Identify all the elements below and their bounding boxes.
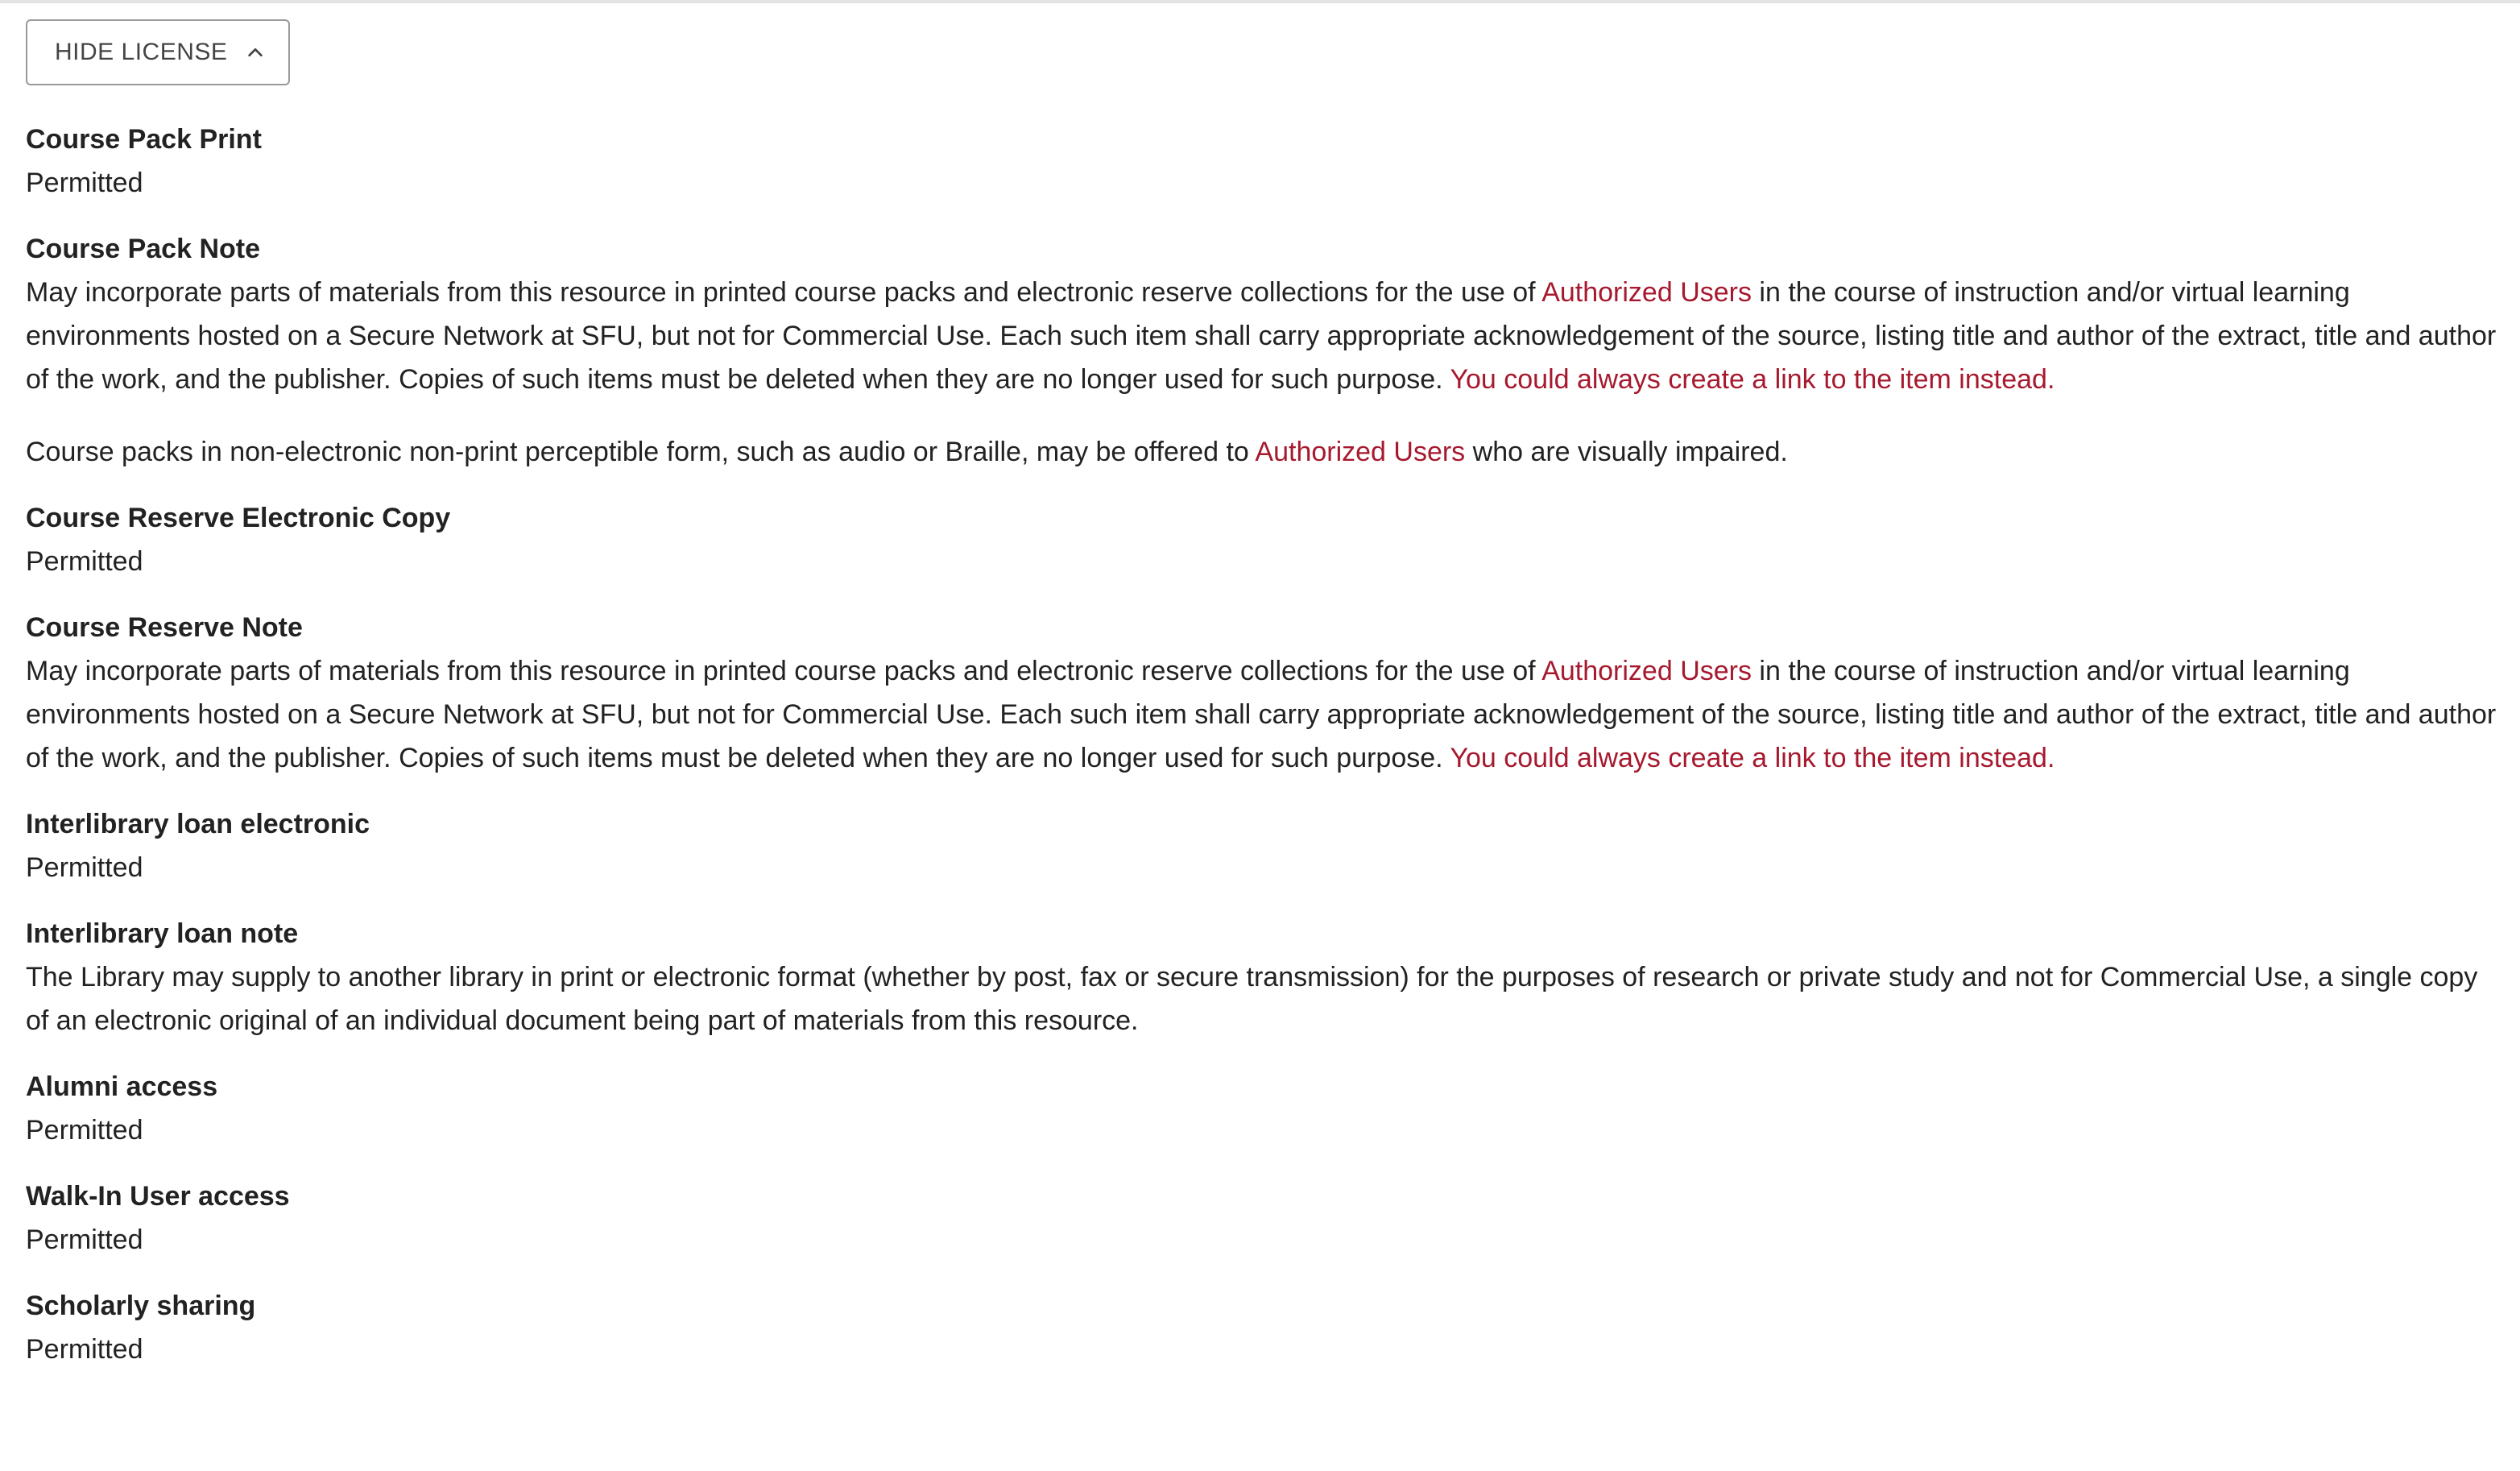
note-text: in the course of instruction and/or virtual learning environments hosted on a Secure Network at SFU, but not for Commercial Use. Each such item shall carry appropriate acknowledgement of the source, listing title and author of the extract, title and author of the work, and the publisher. Copies of such items must be deleted when they are no longer used for such purpose. bbox=[26, 277, 2497, 395]
field-interlibrary-loan-note bbox=[26, 912, 2506, 1042]
note-paragraph bbox=[26, 649, 2506, 780]
field-value: Permitted bbox=[26, 168, 143, 198]
field-scholarly-sharing bbox=[26, 1284, 2506, 1371]
note-paragraph bbox=[26, 271, 2506, 401]
field-course-pack-print bbox=[26, 118, 2506, 205]
note-text: May incorporate parts of materials from this resource in printed course packs and electronic reserve collections for the use of bbox=[26, 277, 1542, 308]
chevron-up-icon bbox=[246, 44, 264, 61]
authorized-users-link[interactable]: Authorized Users bbox=[1541, 656, 1752, 686]
top-divider bbox=[0, 0, 2520, 3]
field-label: Alumni access bbox=[26, 1071, 218, 1102]
note-text: Course packs in non-electronic non-print perceptible form, such as audio or Braille, may be offered to bbox=[26, 437, 1256, 467]
field-course-reserve-note bbox=[26, 606, 2506, 780]
field-value: Permitted bbox=[26, 852, 143, 883]
note-text: who are visually impaired. bbox=[1465, 437, 1788, 467]
field-label: Course Reserve Note bbox=[26, 612, 303, 643]
field-interlibrary-loan-electronic bbox=[26, 802, 2506, 889]
field-label: Course Pack Print bbox=[26, 124, 262, 155]
authorized-users-link[interactable]: Authorized Users bbox=[1255, 437, 1466, 467]
note-text: in the course of instruction and/or virtual learning environments hosted on a Secure Network at SFU, but not for Commercial Use. Each such item shall carry appropriate acknowledgement of the source, listing title and author of the extract, title and author of the work, and the publisher. Copies of such items must be deleted when they are no longer used for such purpose. bbox=[26, 656, 2497, 773]
field-label: Interlibrary loan electronic bbox=[26, 809, 370, 839]
create-link-to-item-link[interactable]: You could always create a link to the item instead. bbox=[1450, 364, 2055, 395]
note-paragraph bbox=[26, 430, 2506, 474]
field-label: Scholarly sharing bbox=[26, 1291, 256, 1321]
license-panel bbox=[26, 19, 2506, 1394]
create-link-to-item-link[interactable]: You could always create a link to the item instead. bbox=[1450, 743, 2055, 773]
field-value: Permitted bbox=[26, 1334, 143, 1365]
field-value bbox=[26, 649, 2506, 780]
field-label: Course Reserve Electronic Copy bbox=[26, 503, 451, 533]
license-fields bbox=[26, 118, 2506, 1371]
field-value: The Library may supply to another library in print or electronic format (whether by post, fax or secure transmission) for the purposes of research or private study and not for Commercial Use, a single copy of an electronic original of an individual document being part of materials from this resource. bbox=[26, 962, 2478, 1036]
field-label: Interlibrary loan note bbox=[26, 918, 299, 949]
field-label: Course Pack Note bbox=[26, 234, 260, 264]
field-walk-in-user-access bbox=[26, 1175, 2506, 1262]
authorized-users-link[interactable]: Authorized Users bbox=[1541, 277, 1752, 308]
field-value: Permitted bbox=[26, 546, 143, 577]
hide-license-button[interactable] bbox=[26, 19, 290, 85]
field-course-pack-note bbox=[26, 227, 2506, 474]
field-value bbox=[26, 271, 2506, 474]
field-value: Permitted bbox=[26, 1224, 143, 1255]
hide-license-label: HIDE LICENSE bbox=[55, 39, 228, 65]
note-text: May incorporate parts of materials from this resource in printed course packs and electronic reserve collections for the use of bbox=[26, 656, 1542, 686]
field-alumni-access bbox=[26, 1065, 2506, 1152]
field-value: Permitted bbox=[26, 1115, 143, 1146]
field-course-reserve-electronic-copy bbox=[26, 496, 2506, 583]
field-label: Walk-In User access bbox=[26, 1181, 290, 1212]
